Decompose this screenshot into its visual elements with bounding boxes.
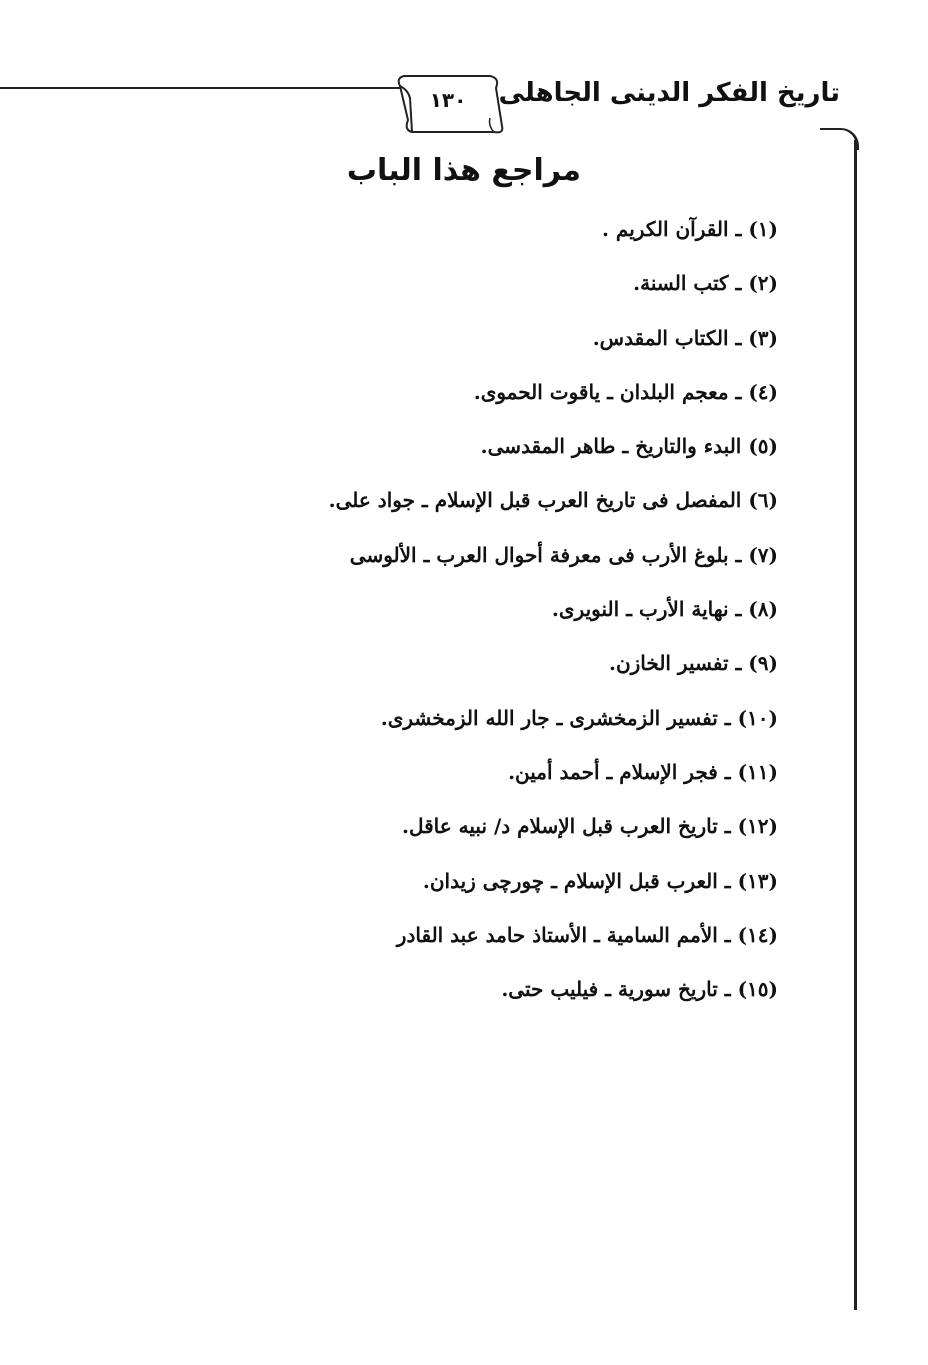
reference-item: (٦) المفصل فى تاريخ العرب قبل الإسلام ـ جواد على.	[328, 488, 778, 513]
reference-item: (١٢) ـ تاريخ العرب قبل الإسلام د/ نبيه عاقل.	[402, 814, 778, 839]
reference-item: (١٠) ـ تفسير الزمخشرى ـ جار الله الزمخشرى.	[380, 705, 778, 730]
page-number: ١٣٠	[429, 88, 467, 112]
reference-item: (١٣) ـ العرب قبل الإسلام ـ چورچى زيدان.	[422, 868, 778, 893]
page-number-scroll	[390, 68, 510, 138]
reference-item: (١٤) ـ الأمم السامية ـ الأستاذ حامد عبد القادر	[396, 922, 778, 947]
header-rule	[0, 87, 400, 89]
references-list	[329, 210, 778, 1024]
reference-item: (٨) ـ نهاية الأرب ـ النويرى.	[551, 597, 778, 622]
reference-item: (٣) ـ الكتاب المقدس.	[592, 325, 778, 350]
frame-right-rule	[854, 140, 857, 1310]
reference-item: (١٥) ـ تاريخ سورية ـ فيليب حتى.	[501, 977, 778, 1002]
section-title: مراجع هذا الباب	[346, 153, 581, 188]
reference-item: (٤) ـ معجم البلدان ـ ياقوت الحموى.	[473, 379, 778, 404]
reference-item: (٥) البدء والتاريخ ـ طاهر المقدسى.	[480, 434, 778, 459]
reference-item: (١) ـ القرآن الكريم .	[601, 217, 778, 241]
reference-item: (٧) ـ بلوغ الأرب فى معرفة أحوال العرب ـ الألوسى	[349, 542, 778, 567]
book-title: تاريخ الفكر الدينى الجاهلى	[498, 78, 840, 108]
reference-item: (٩) ـ تفسير الخازن.	[609, 651, 778, 676]
reference-item: (١١) ـ فجر الإسلام ـ أحمد أمين.	[508, 759, 778, 784]
reference-item: (٢) ـ كتب السنة.	[633, 271, 778, 296]
